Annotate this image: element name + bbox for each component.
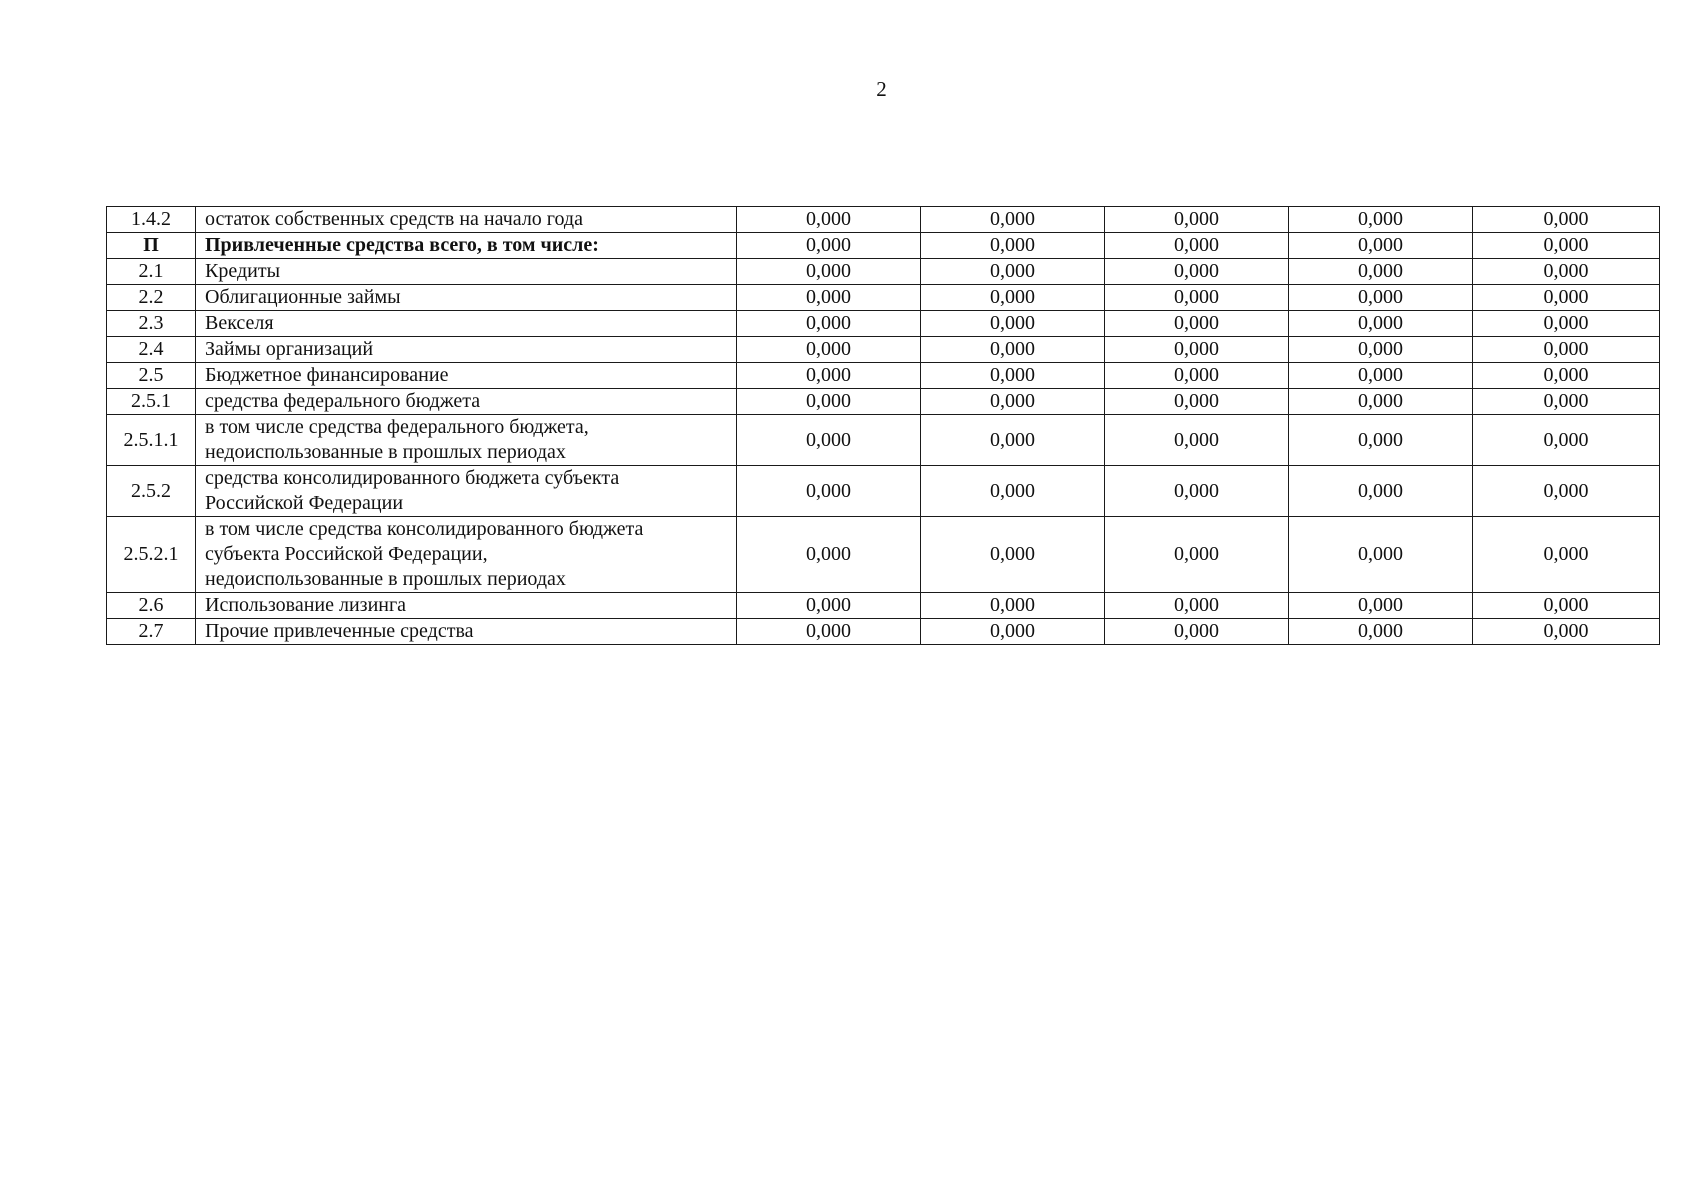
row-description-cell	[196, 517, 737, 593]
page-number: 2	[876, 77, 887, 101]
row-value-cell-3: 0,000	[1105, 311, 1289, 337]
table-row	[107, 259, 1660, 285]
row-value-cell-3: 0,000	[1105, 337, 1289, 363]
row-value-cell-1: 0,000	[737, 207, 921, 233]
row-value-cell-5: 0,000	[1473, 389, 1660, 415]
row-value-cell-3: 0,000	[1105, 389, 1289, 415]
row-value-cell-5: 0,000	[1473, 311, 1660, 337]
row-description-line: Российской Федерации	[205, 492, 404, 514]
row-value-cell-2: 0,000	[921, 619, 1105, 645]
table-body	[107, 207, 1660, 645]
row-code-cell: 2.4	[107, 337, 196, 363]
row-value-cell-4: 0,000	[1289, 259, 1473, 285]
row-value-cell-5: 0,000	[1473, 415, 1660, 466]
row-value-cell-2: 0,000	[921, 593, 1105, 619]
row-code-cell: 2.5.1	[107, 389, 196, 415]
row-value-cell-4: 0,000	[1289, 619, 1473, 645]
table-row	[107, 517, 1660, 593]
row-description-cell	[196, 389, 737, 415]
row-description-cell	[196, 233, 737, 259]
table-row	[107, 207, 1660, 233]
row-code-cell: 2.3	[107, 311, 196, 337]
table-row	[107, 311, 1660, 337]
row-value-cell-2: 0,000	[921, 233, 1105, 259]
row-value-cell-2: 0,000	[921, 311, 1105, 337]
row-value-cell-1: 0,000	[737, 233, 921, 259]
row-value-cell-4: 0,000	[1289, 415, 1473, 466]
row-description-cell	[196, 207, 737, 233]
row-description-line: субъекта Российской Федерации,	[205, 543, 488, 565]
row-code-cell: 1.4.2	[107, 207, 196, 233]
row-value-cell-4: 0,000	[1289, 363, 1473, 389]
funding-table-container	[106, 206, 1659, 645]
table-row	[107, 415, 1660, 466]
table-row	[107, 593, 1660, 619]
row-code-cell: 2.5	[107, 363, 196, 389]
row-value-cell-3: 0,000	[1105, 233, 1289, 259]
row-value-cell-3: 0,000	[1105, 619, 1289, 645]
row-value-cell-2: 0,000	[921, 363, 1105, 389]
row-value-cell-1: 0,000	[737, 415, 921, 466]
table-row	[107, 389, 1660, 415]
row-value-cell-3: 0,000	[1105, 593, 1289, 619]
row-value-cell-1: 0,000	[737, 466, 921, 517]
row-description-cell	[196, 285, 737, 311]
table-row	[107, 619, 1660, 645]
row-description-cell	[196, 415, 737, 466]
row-value-cell-1: 0,000	[737, 363, 921, 389]
row-description-line: в том числе средства федерального бюджета,	[205, 416, 589, 438]
table-row	[107, 466, 1660, 517]
row-description-cell	[196, 466, 737, 517]
row-code-cell: 2.6	[107, 593, 196, 619]
row-description-line: в том числе средства консолидированного бюджета	[205, 518, 644, 540]
row-description-line: Бюджетное финансирование	[205, 364, 449, 386]
row-value-cell-5: 0,000	[1473, 466, 1660, 517]
row-value-cell-5: 0,000	[1473, 259, 1660, 285]
row-description-cell	[196, 619, 737, 645]
row-value-cell-5: 0,000	[1473, 619, 1660, 645]
row-value-cell-5: 0,000	[1473, 285, 1660, 311]
row-description-line: средства консолидированного бюджета субъекта	[205, 467, 620, 489]
table-row	[107, 285, 1660, 311]
row-description-line: Прочие привлеченные средства	[205, 620, 474, 642]
row-code-cell: 2.2	[107, 285, 196, 311]
row-value-cell-5: 0,000	[1473, 517, 1660, 593]
row-value-cell-5: 0,000	[1473, 593, 1660, 619]
row-value-cell-4: 0,000	[1289, 517, 1473, 593]
row-description-cell	[196, 311, 737, 337]
row-value-cell-4: 0,000	[1289, 466, 1473, 517]
row-value-cell-4: 0,000	[1289, 593, 1473, 619]
row-code-cell: 2.5.1.1	[107, 415, 196, 466]
row-value-cell-1: 0,000	[737, 593, 921, 619]
row-value-cell-2: 0,000	[921, 466, 1105, 517]
row-description-line: Привлеченные средства всего, в том числе:	[205, 234, 599, 256]
row-value-cell-3: 0,000	[1105, 517, 1289, 593]
row-value-cell-3: 0,000	[1105, 415, 1289, 466]
row-value-cell-4: 0,000	[1289, 337, 1473, 363]
row-description-line: Облигационные займы	[205, 286, 401, 308]
row-value-cell-5: 0,000	[1473, 207, 1660, 233]
row-value-cell-3: 0,000	[1105, 466, 1289, 517]
row-description-line: Займы организаций	[205, 338, 374, 360]
row-description-cell	[196, 259, 737, 285]
row-description-line: средства федерального бюджета	[205, 390, 481, 412]
row-code-cell: 2.1	[107, 259, 196, 285]
row-value-cell-3: 0,000	[1105, 285, 1289, 311]
row-value-cell-2: 0,000	[921, 337, 1105, 363]
row-value-cell-4: 0,000	[1289, 389, 1473, 415]
row-code-cell: 2.5.2	[107, 466, 196, 517]
row-description-line: остаток собственных средств на начало года	[205, 208, 583, 230]
row-description-line: недоиспользованные в прошлых периодах	[205, 568, 566, 590]
row-value-cell-1: 0,000	[737, 259, 921, 285]
row-description-line: Использование лизинга	[205, 594, 407, 616]
row-value-cell-4: 0,000	[1289, 285, 1473, 311]
row-value-cell-5: 0,000	[1473, 363, 1660, 389]
row-value-cell-3: 0,000	[1105, 207, 1289, 233]
row-value-cell-4: 0,000	[1289, 311, 1473, 337]
row-value-cell-2: 0,000	[921, 259, 1105, 285]
row-description-cell	[196, 593, 737, 619]
funding-sources-table	[106, 206, 1660, 645]
row-value-cell-1: 0,000	[737, 285, 921, 311]
table-row	[107, 337, 1660, 363]
table-row	[107, 363, 1660, 389]
row-value-cell-2: 0,000	[921, 285, 1105, 311]
row-code-cell: П	[107, 233, 196, 259]
row-value-cell-3: 0,000	[1105, 259, 1289, 285]
row-value-cell-2: 0,000	[921, 207, 1105, 233]
row-description-cell	[196, 337, 737, 363]
row-value-cell-2: 0,000	[921, 415, 1105, 466]
row-value-cell-3: 0,000	[1105, 363, 1289, 389]
row-value-cell-1: 0,000	[737, 619, 921, 645]
row-value-cell-1: 0,000	[737, 337, 921, 363]
row-value-cell-5: 0,000	[1473, 233, 1660, 259]
row-description-line: Векселя	[205, 312, 274, 334]
row-value-cell-4: 0,000	[1289, 233, 1473, 259]
row-value-cell-5: 0,000	[1473, 337, 1660, 363]
row-code-cell: 2.5.2.1	[107, 517, 196, 593]
row-value-cell-1: 0,000	[737, 517, 921, 593]
row-value-cell-2: 0,000	[921, 517, 1105, 593]
row-description-cell	[196, 363, 737, 389]
row-description-line: Кредиты	[205, 260, 281, 282]
row-value-cell-4: 0,000	[1289, 207, 1473, 233]
row-description-line: недоиспользованные в прошлых периодах	[205, 441, 566, 463]
row-code-cell: 2.7	[107, 619, 196, 645]
row-value-cell-1: 0,000	[737, 311, 921, 337]
row-value-cell-2: 0,000	[921, 389, 1105, 415]
row-value-cell-1: 0,000	[737, 389, 921, 415]
table-row	[107, 233, 1660, 259]
